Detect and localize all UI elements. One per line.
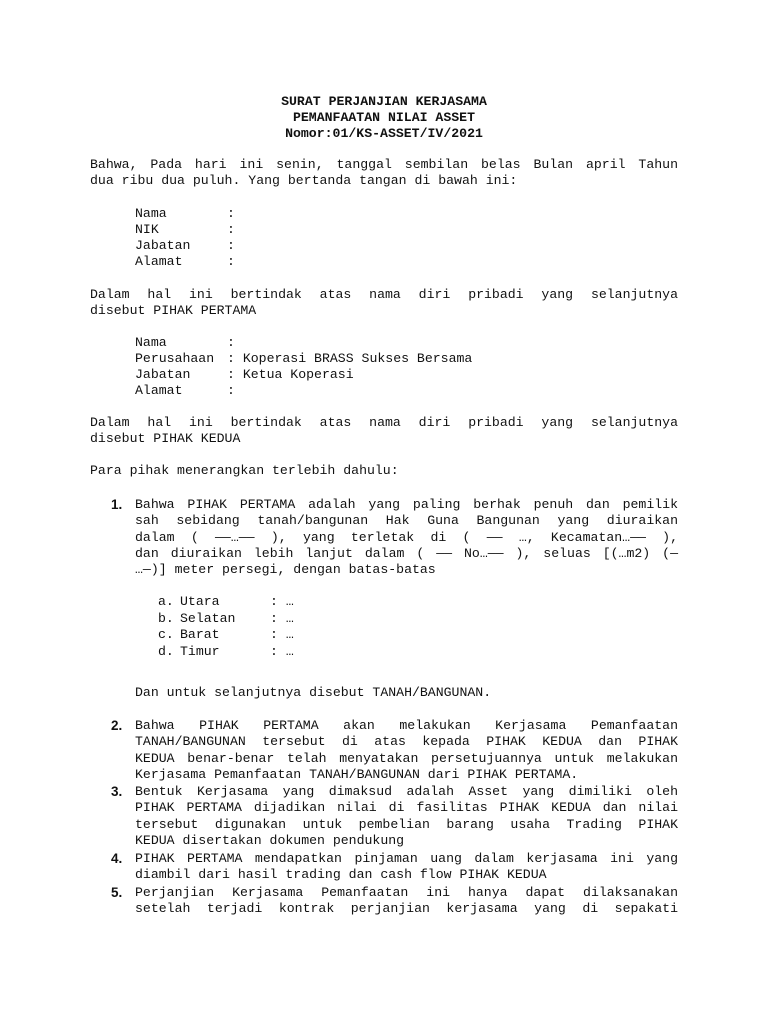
item-line: Bentuk Kerjasama yang dimaksud adalah Asset yang dimiliki oleh	[135, 784, 678, 799]
item-text	[135, 497, 678, 578]
intro-line: Bahwa, Pada hari ini senin, tanggal sembilan belas Bulan april Tahun	[90, 157, 678, 172]
party1-fields	[135, 206, 243, 270]
item-line: …—)] meter persegi, dengan batas-batas	[135, 562, 436, 578]
field-row	[135, 206, 243, 222]
boundary-letter: b.	[158, 610, 174, 626]
field-value: :	[227, 222, 243, 237]
preamble: Para pihak menerangkan terlebih dahulu:	[90, 463, 399, 478]
boundary-value: : …	[270, 627, 294, 642]
party2-fields	[135, 335, 472, 399]
item-line: PIHAK PERTAMA mendapatkan pinjaman uang dalam kerjasama ini yang	[135, 851, 678, 866]
document-title: SURAT PERJANJIAN KERJASAMA	[281, 94, 487, 109]
item-line: setelah terjadi kontrak perjanjian kerjasama yang di sepakati	[135, 901, 678, 917]
boundary-row	[158, 594, 294, 611]
boundary-row	[158, 611, 294, 628]
intro-paragraph	[90, 157, 678, 189]
item-text	[135, 851, 678, 884]
item-line: Kerjasama Pemanfaatan TANAH/BANGUNAN dari PIHAK PERTAMA.	[135, 766, 579, 782]
item-line: tersebut digunakan untuk pembelian barang usaha Trading PIHAK	[135, 816, 678, 832]
boundary-row	[158, 627, 294, 644]
document-number: Nomor:01/KS-ASSET/IV/2021	[285, 126, 483, 141]
item-line: Bahwa PIHAK PERTAMA adalah yang paling berhak penuh dan pemilik	[135, 497, 678, 512]
item-line: PIHAK PERTAMA dijadikan nilai di fasilitas PIHAK KEDUA dan nilai	[135, 800, 678, 816]
item-number: 5.	[111, 885, 123, 900]
field-row	[135, 383, 472, 399]
party2-statement	[90, 415, 678, 447]
party1-statement	[90, 287, 678, 319]
item-text	[135, 885, 678, 918]
boundary-name: Selatan	[180, 610, 236, 626]
field-label: Perusahaan	[135, 351, 215, 366]
item-line: TANAH/BANGUNAN tersebut di atas kepada PIHAK KEDUA dan PIHAK	[135, 734, 678, 750]
boundary-letter: a.	[158, 594, 174, 609]
statement-line: Dalam hal ini bertindak atas nama diri pribadi yang selanjutnya	[90, 287, 678, 302]
boundary-name: Utara	[180, 594, 220, 609]
field-label: Alamat	[135, 254, 183, 269]
item-number: 3.	[111, 784, 123, 799]
intro-line: dua ribu dua puluh. Yang bertanda tangan di bawah ini:	[90, 173, 518, 188]
document-subtitle: PEMANFAATAN NILAI ASSET	[292, 110, 476, 125]
boundary-list	[158, 594, 294, 660]
item-number: 2.	[111, 718, 123, 733]
field-row	[135, 254, 243, 270]
item-number: 1.	[111, 497, 123, 512]
item-line: diambil dari hasil trading dan cash flow PIHAK KEDUA	[135, 867, 547, 883]
boundary-letter: c.	[158, 627, 174, 642]
field-row	[135, 367, 472, 383]
statement-line: Dalam hal ini bertindak atas nama diri pribadi yang selanjutnya	[90, 415, 678, 430]
item-line: Bahwa PIHAK PERTAMA akan melakukan Kerjasama Pemanfaatan	[135, 718, 678, 733]
boundary-value: : …	[270, 643, 294, 659]
field-row	[135, 238, 243, 254]
boundary-name: Timur	[180, 643, 220, 659]
field-label: NIK	[135, 222, 159, 237]
field-label: Jabatan	[135, 367, 191, 382]
item-text	[135, 718, 678, 783]
item-text	[135, 784, 678, 849]
boundary-letter: d.	[158, 643, 174, 659]
field-value: :	[227, 335, 243, 350]
field-label: Nama	[135, 206, 167, 221]
boundary-name: Barat	[180, 627, 220, 642]
field-value: :	[227, 254, 243, 269]
item-line: KEDUA benar-benar telah menyatakan persetujuannya untuk melakukan	[135, 750, 678, 766]
item-line: KEDUA disertakan dokumen pendukung	[135, 832, 405, 848]
boundary-value: : …	[270, 610, 294, 626]
boundary-value: : …	[270, 594, 294, 609]
item-line: dalam ( ——…—— ), yang terletak di ( —— …, Kecamatan…—— ),	[135, 529, 678, 545]
item-line: sah sebidang tanah/bangunan Hak Guna Bangunan yang diuraikan	[135, 513, 678, 529]
field-value: : Koperasi BRASS Sukses Bersama	[227, 351, 473, 366]
field-row	[135, 222, 243, 238]
field-value: :	[227, 383, 243, 398]
statement-line: disebut PIHAK KEDUA	[90, 431, 241, 446]
field-value: : Ketua Koperasi	[227, 367, 354, 382]
field-row	[135, 335, 472, 351]
field-value: :	[227, 206, 243, 221]
item-line: dan diuraikan lebih lanjut dalam ( —— No…—— ), seluas [(…m2) (—	[135, 545, 678, 561]
item-closing: Dan untuk selanjutnya disebut TANAH/BANGUNAN.	[135, 685, 492, 700]
boundary-row	[158, 644, 294, 661]
field-value: :	[227, 238, 243, 253]
item-line: Perjanjian Kerjasama Pemanfaatan ini hanya dapat dilaksanakan	[135, 885, 678, 900]
field-row	[135, 351, 472, 367]
statement-line: disebut PIHAK PERTAMA	[90, 303, 257, 318]
field-label: Jabatan	[135, 238, 191, 253]
field-label: Nama	[135, 335, 167, 350]
field-label: Alamat	[135, 383, 183, 398]
item-number: 4.	[111, 851, 123, 866]
